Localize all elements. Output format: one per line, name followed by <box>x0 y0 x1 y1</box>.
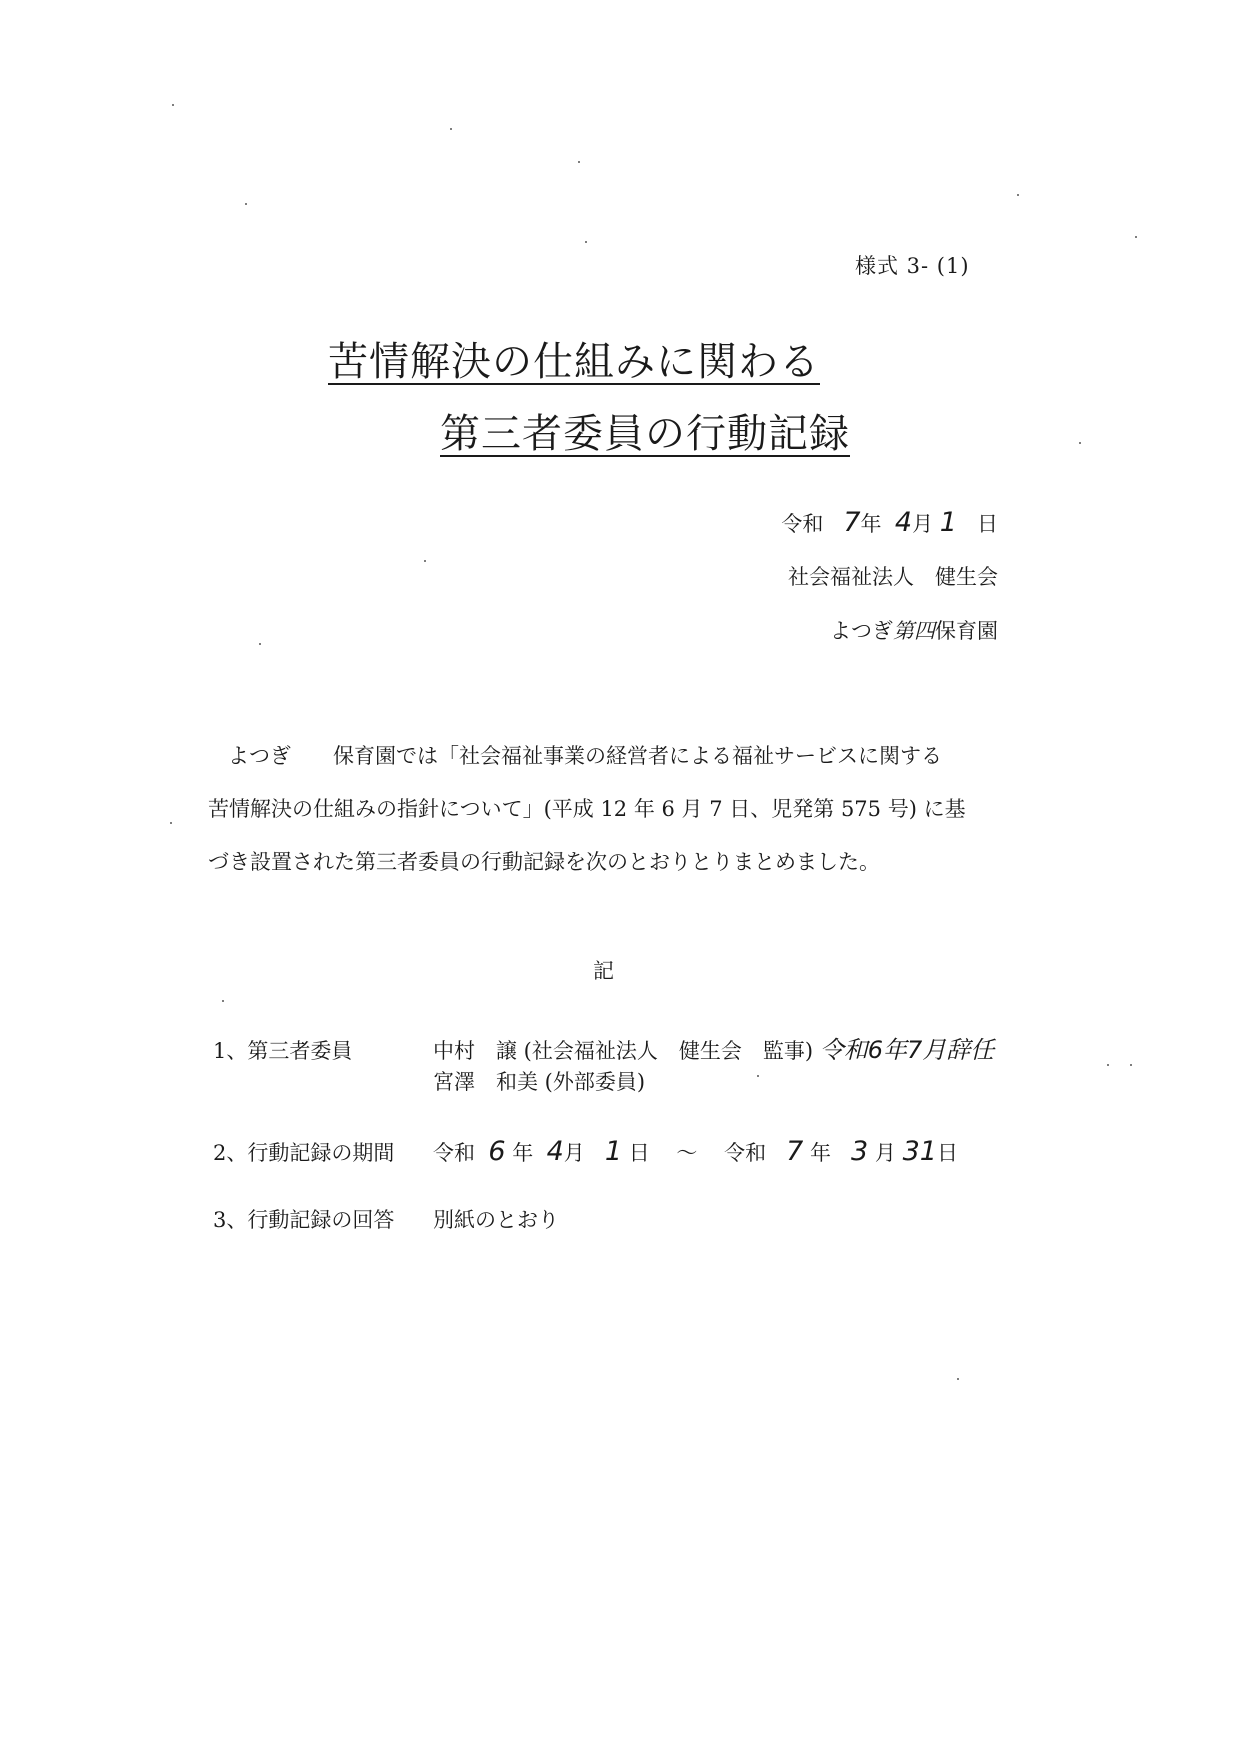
scan-speck <box>172 104 174 106</box>
school-name <box>830 615 998 645</box>
item2-label: 2、行動記録の期間 <box>213 1141 395 1165</box>
scan-speck <box>585 241 587 243</box>
scan-speck <box>245 203 247 205</box>
date-year-unit: 年 <box>860 512 882 536</box>
item-period <box>213 1136 958 1167</box>
scan-speck <box>1130 1064 1132 1066</box>
from-day-unit: 日 <box>628 1141 650 1165</box>
scan-speck <box>424 560 426 562</box>
date-month: 4 <box>894 507 913 538</box>
scan-speck <box>170 822 172 824</box>
from-year: 6 <box>488 1136 506 1167</box>
scan-speck <box>259 643 261 645</box>
member1-note: 令和6年7月辞任 <box>819 1036 995 1064</box>
item-response <box>213 1204 559 1234</box>
scan-speck <box>1017 194 1019 196</box>
ki-heading: 記 <box>593 959 614 983</box>
item1-label: 1、第三者委員 <box>213 1039 353 1063</box>
school-prefix: よつぎ <box>830 619 893 643</box>
body-line1: よつぎ 保育園では「社会福祉事業の経営者による福祉サービスに関する <box>228 744 942 768</box>
body-line2: 苦情解決の仕組みの指針について」(平成 12 年 6 月 7 日、児発第 575 号) に基 <box>208 797 966 821</box>
scan-speck <box>222 1000 224 1002</box>
school-handwritten: 第四 <box>893 619 935 643</box>
from-month-unit: 月 <box>563 1141 585 1165</box>
school-suffix: 保育園 <box>935 619 998 643</box>
scan-speck <box>957 1378 959 1380</box>
form-number: 様式 3- (1) <box>855 254 970 278</box>
date-day: 1 <box>939 507 957 538</box>
document-title-line1: 苦情解決の仕組みに関わる <box>328 339 820 385</box>
member1: 中村 譲 (社会福祉法人 健生会 監事) <box>433 1039 814 1063</box>
body-line3: づき設置された第三者委員の行動記録を次のとおりとりまとめました。 <box>208 850 880 874</box>
corporation-name: 社会福祉法人 健生会 <box>788 565 998 589</box>
body-paragraph <box>208 730 998 889</box>
item-committee-member2 <box>213 1066 645 1096</box>
date-day-unit: 日 <box>977 512 998 536</box>
to-month-unit: 月 <box>874 1141 896 1165</box>
scan-speck <box>1107 1064 1109 1066</box>
date-year: 7 <box>843 507 861 538</box>
member2: 宮澤 和美 (外部委員) <box>433 1070 646 1094</box>
to-year-unit: 年 <box>810 1141 831 1165</box>
item3-value: 別紙のとおり <box>433 1208 559 1232</box>
document-title-line2: 第三者委員の行動記録 <box>440 411 850 457</box>
scan-speck <box>578 161 580 163</box>
item3-label: 3、行動記録の回答 <box>213 1208 395 1232</box>
item-committee <box>213 1030 994 1065</box>
from-era: 令和 <box>433 1141 475 1165</box>
to-day: 31 <box>902 1136 937 1167</box>
scan-speck <box>1079 442 1081 444</box>
to-era: 令和 <box>724 1141 767 1165</box>
from-day: 1 <box>604 1136 622 1167</box>
scan-speck <box>1135 236 1137 238</box>
scan-speck <box>757 1075 759 1077</box>
issue-date <box>781 507 998 538</box>
to-month: 3 <box>851 1136 869 1167</box>
date-month-unit: 月 <box>912 512 934 536</box>
period-separator: 〜 <box>676 1141 698 1165</box>
from-year-unit: 年 <box>512 1141 534 1165</box>
to-day-unit: 日 <box>936 1141 958 1165</box>
to-year: 7 <box>786 1136 804 1167</box>
from-month: 4 <box>546 1136 564 1167</box>
scan-speck <box>450 128 452 130</box>
date-era: 令和 <box>781 512 824 536</box>
